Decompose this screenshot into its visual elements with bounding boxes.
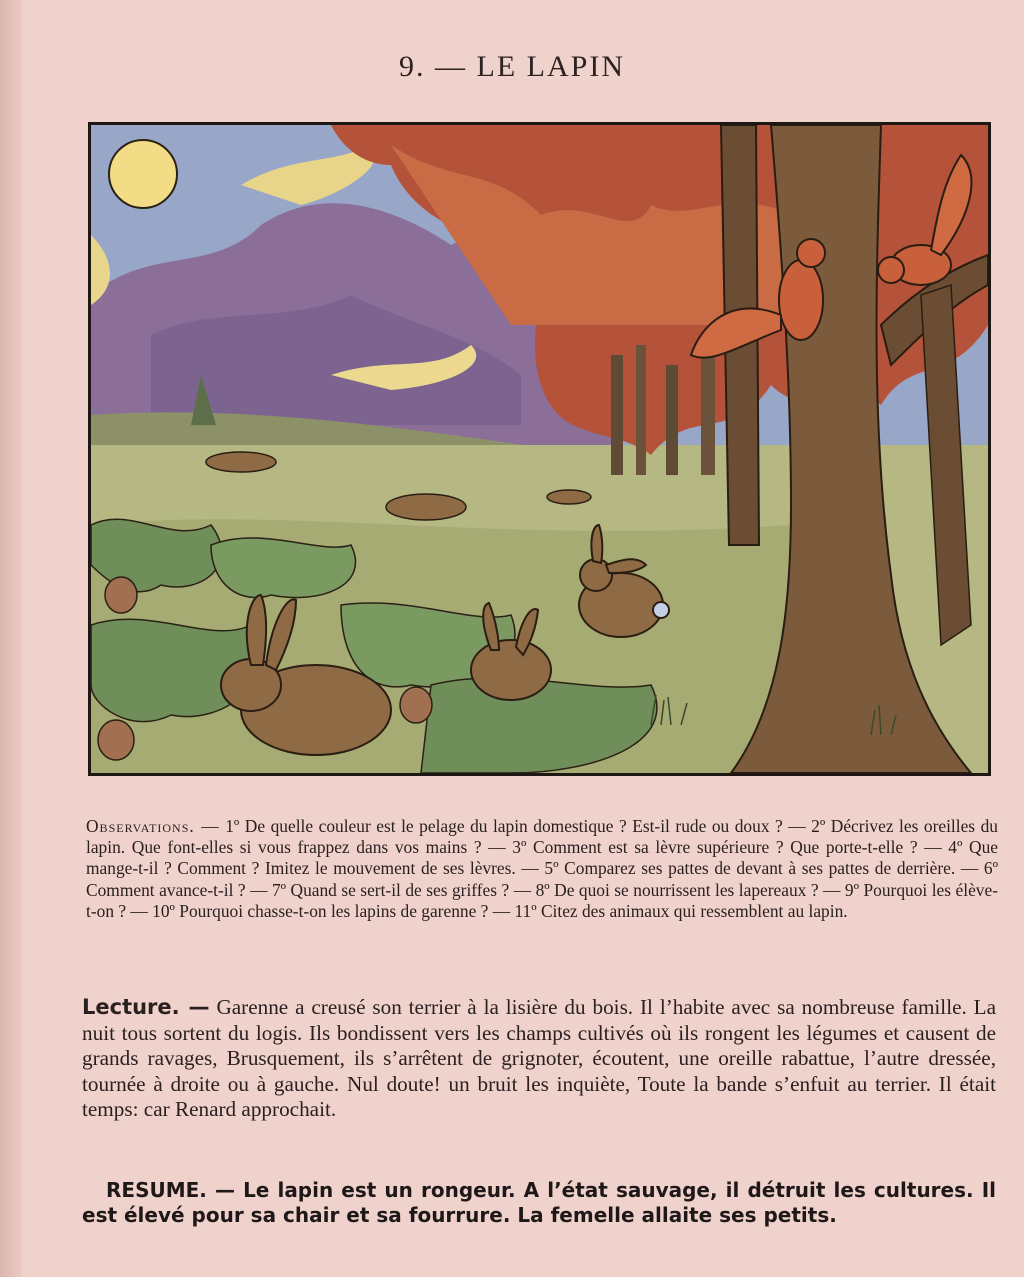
observations-paragraph <box>86 816 998 922</box>
rabbit-illustration <box>88 122 991 776</box>
lecture-paragraph <box>82 995 996 1123</box>
page-title: 9. — LE LAPIN <box>399 50 625 83</box>
observations-text: 1º De quelle couleur est le pelage du lapin domestique ? Est-il rude ou doux ? — 2º Décrivez les oreilles du lapin. Que font-elles si vous frappez dans vos mains ? — 3º Comment est sa lèvre supérieure ? Que porte-t-elle ? — 4º Que mange-t-il ? Comment ? Imitez le mouvement de ses lèvres. — 5º Comparez ses pattes de devant à ses pattes de derrière. — 6º Comment avance-t-il ? — 7º Quand se sert-il de ses griffes ? — 8º De quoi se nourrissent les lapereaux ? — 9º Pourquoi les élève-t-on ? — 10º Pourquoi chasse-t-on les lapins de garenne ? — 11º Citez des animaux qui ressemblent au lapin. <box>86 816 998 921</box>
lecture-text: Garenne a creusé son terrier à la lisière du bois. Il l’habite avec sa nombreuse famille. La nuit tous sortent du logis. Ils bondissent vers les champs cultivés où ils rongent les légumes et causent de grands ravages, Brusquement, ils s’arrêtent de grignoter, écoutent, une oreille rabattue, l’autre dressée, tournée à droite ou à gauche. Nul doute! un bruit les inquiète, Toute la bande s’enfuit au terrier. Il était temps: car Renard approchait. <box>82 995 997 1122</box>
resume-paragraph <box>82 1178 996 1228</box>
lecture-label: Lecture. — <box>82 995 210 1019</box>
moon <box>109 140 177 208</box>
resume-label: RESUME. — <box>106 1178 235 1202</box>
page-edge <box>0 0 22 1277</box>
observations-label: Observations. — <box>86 816 220 836</box>
resume-text: Le lapin est un rongeur. A l’état sauvage, il détruit les cultures. Il est élevé pour sa chair et sa fourrure. La femelle allaite ses petits. <box>82 1178 996 1227</box>
